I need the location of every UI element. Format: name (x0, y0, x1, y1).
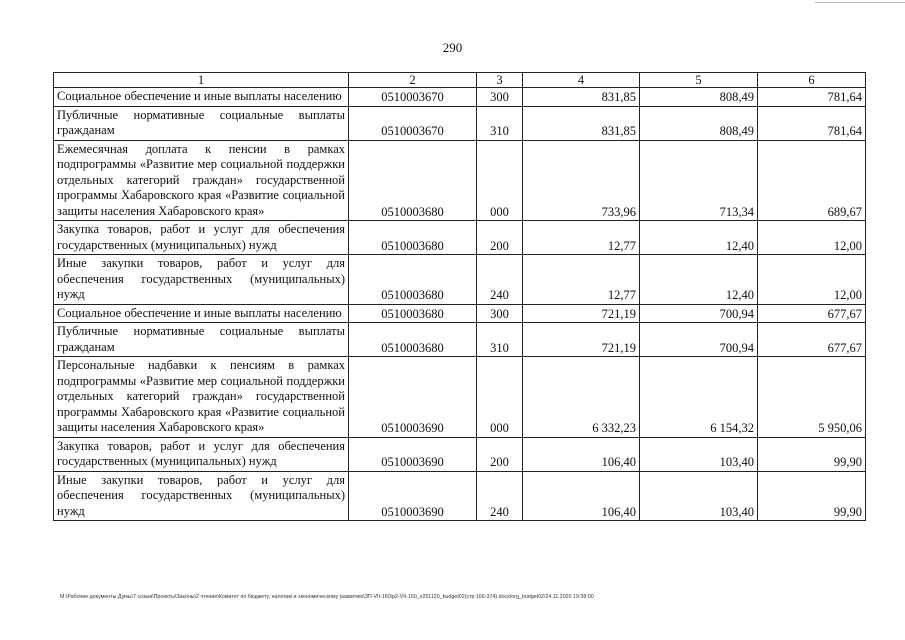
row-name-cell: Социальное обеспечение и иные выплаты населению (54, 88, 349, 107)
row-value-cell: 831,85 (523, 106, 640, 140)
row-value-cell: 106,40 (523, 437, 640, 471)
row-vr-cell: 200 (477, 221, 523, 255)
row-value-cell: 103,40 (640, 471, 758, 521)
row-value-cell: 721,19 (523, 304, 640, 323)
row-csr-cell: 0510003670 (349, 88, 477, 107)
row-name-cell: Закупка товаров, работ и услуг для обеспечения государственных (муниципальных) нужд (54, 221, 349, 255)
row-vr-cell: 000 (477, 357, 523, 438)
table-row (54, 255, 866, 305)
row-name-cell: Ежемесячная доплата к пенсии в рамках подпрограммы «Развитие мер социальной поддержки отдельных категорий граждан» государственной программы Хабаровского края «Развитие социальной защиты населения Хабаровского края» (54, 140, 349, 221)
row-csr-cell: 0510003680 (349, 304, 477, 323)
row-value-cell: 733,96 (523, 140, 640, 221)
row-vr-cell: 310 (477, 106, 523, 140)
row-value-cell: 12,40 (640, 221, 758, 255)
row-value-cell: 99,90 (758, 437, 866, 471)
row-value-cell: 713,34 (640, 140, 758, 221)
row-csr-cell: 0510003690 (349, 357, 477, 438)
row-value-cell: 781,64 (758, 106, 866, 140)
row-value-cell: 12,40 (640, 255, 758, 305)
row-value-cell: 721,19 (523, 323, 640, 357)
row-name-cell: Социальное обеспечение и иные выплаты населению (54, 304, 349, 323)
row-value-cell: 6 154,32 (640, 357, 758, 438)
row-name-cell: Закупка товаров, работ и услуг для обеспечения государственных (муниципальных) нужд (54, 437, 349, 471)
column-header: 2 (349, 73, 477, 88)
row-csr-cell: 0510003690 (349, 471, 477, 521)
row-csr-cell: 0510003690 (349, 437, 477, 471)
column-header: 3 (477, 73, 523, 88)
row-csr-cell: 0510003680 (349, 255, 477, 305)
row-value-cell: 677,67 (758, 323, 866, 357)
row-value-cell: 103,40 (640, 437, 758, 471)
table-row (54, 471, 866, 521)
row-value-cell: 808,49 (640, 88, 758, 107)
row-value-cell: 700,94 (640, 323, 758, 357)
row-vr-cell: 240 (477, 255, 523, 305)
row-value-cell: 677,67 (758, 304, 866, 323)
table-body (54, 88, 866, 521)
row-vr-cell: 300 (477, 88, 523, 107)
row-name-cell: Иные закупки товаров, работ и услуг для обеспечения государственных (муниципальных) нужд (54, 471, 349, 521)
row-value-cell: 831,85 (523, 88, 640, 107)
table-row (54, 106, 866, 140)
page-number: 290 (442, 40, 463, 55)
row-csr-cell: 0510003670 (349, 106, 477, 140)
table-row (54, 357, 866, 438)
top-edge-line (815, 2, 905, 3)
row-value-cell: 12,77 (523, 255, 640, 305)
row-vr-cell: 000 (477, 140, 523, 221)
row-value-cell: 99,90 (758, 471, 866, 521)
row-value-cell: 106,40 (523, 471, 640, 521)
row-name-cell: Иные закупки товаров, работ и услуг для обеспечения государственных (муниципальных) нужд (54, 255, 349, 305)
footer-file-path: M:\Рабочие документы Думы\7 созыв\Проекты\Законы\2 чтение\Комитет по бюджету, налогам и экономическому развитию\ЗП-VII-160\p2-VII-160_v251120_budget02(стр 166-374).docx/org_budget02/24.11.2020 19:38:00 (60, 594, 594, 600)
column-header: 4 (523, 73, 640, 88)
table-row (54, 221, 866, 255)
row-value-cell: 12,77 (523, 221, 640, 255)
column-header: 5 (640, 73, 758, 88)
table-row (54, 304, 866, 323)
row-value-cell: 12,00 (758, 255, 866, 305)
table-row (54, 140, 866, 221)
row-value-cell: 808,49 (640, 106, 758, 140)
row-vr-cell: 200 (477, 437, 523, 471)
row-value-cell: 12,00 (758, 221, 866, 255)
row-csr-cell: 0510003680 (349, 323, 477, 357)
column-header: 1 (54, 73, 349, 88)
row-value-cell: 6 332,23 (523, 357, 640, 438)
row-value-cell: 700,94 (640, 304, 758, 323)
row-value-cell: 5 950,06 (758, 357, 866, 438)
row-name-cell: Персональные надбавки к пенсиям в рамках подпрограммы «Развитие мер социальной поддержки отдельных категорий граждан» государственной программы Хабаровского края «Развитие социальной защиты населения Хабаровского края» (54, 357, 349, 438)
budget-table (53, 72, 866, 521)
row-name-cell: Публичные нормативные социальные выплаты гражданам (54, 323, 349, 357)
row-csr-cell: 0510003680 (349, 221, 477, 255)
row-vr-cell: 310 (477, 323, 523, 357)
table-row (54, 323, 866, 357)
table-header-row (54, 73, 866, 88)
row-name-cell: Публичные нормативные социальные выплаты гражданам (54, 106, 349, 140)
row-vr-cell: 300 (477, 304, 523, 323)
row-vr-cell: 240 (477, 471, 523, 521)
table-row (54, 437, 866, 471)
row-value-cell: 689,67 (758, 140, 866, 221)
table-row (54, 88, 866, 107)
row-csr-cell: 0510003680 (349, 140, 477, 221)
row-value-cell: 781,64 (758, 88, 866, 107)
column-header: 6 (758, 73, 866, 88)
